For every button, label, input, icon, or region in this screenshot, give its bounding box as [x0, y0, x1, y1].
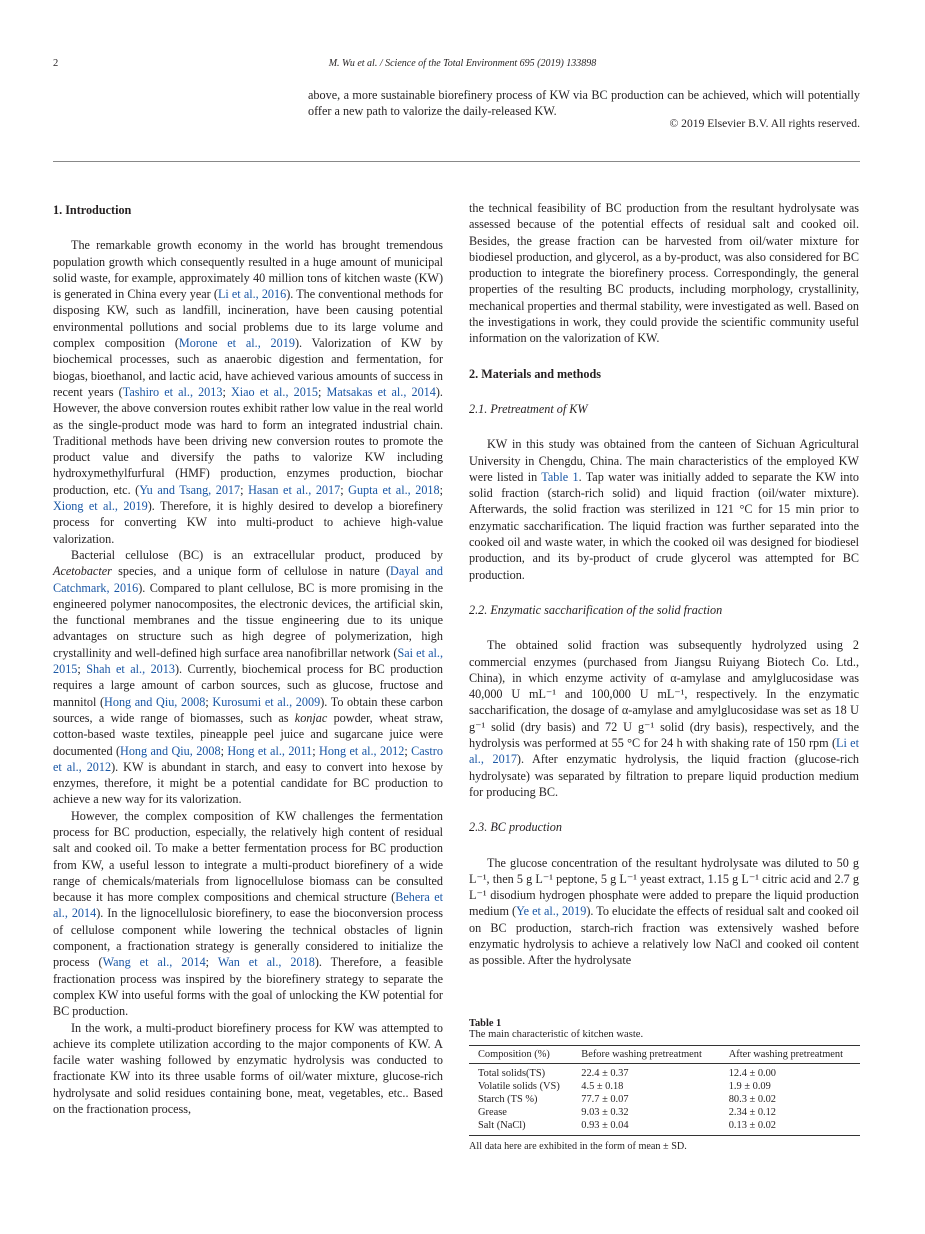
citation-link[interactable]: Behera et al., 2014	[53, 890, 444, 921]
citation-link[interactable]: Li et al., 2017	[469, 736, 859, 767]
citation-link[interactable]: Shah et al., 2013	[86, 662, 175, 677]
running-header: M. Wu et al. / Science of the Total Environment 695 (2019) 133898	[328, 58, 597, 69]
table-link[interactable]: Table 1	[541, 469, 579, 484]
citation-link[interactable]: Wan et al., 2018	[217, 955, 315, 970]
citation-link[interactable]: Wang et al., 2014	[102, 955, 206, 970]
section-heading-introduction: 1. Introduction	[53, 203, 132, 217]
section-divider	[53, 161, 860, 162]
section-heading-materials-methods: 2. Materials and methods	[469, 366, 602, 381]
intro-paragraph-1: The remarkable growth economy in the world has brought tremendous population growth which consequently resulted in a huge amount of municipal solid waste, for example, approximately 40 million tons of kitchen waste (KW) is generated in China every year (Li et al., 2016). The conventional methods for disposing KW, such as landfill, incineration, have been causing potential environmental pollutions and social problems due to its large volume and complex composition (Morone et al., 2019). Valorization of KW by biochemical processes, such as anaerobic digestion and fermentation, for biogas, bioethanol, and lactic acid, have achieved various amounts of success in recent years (Tashiro et al., 2013; Xiao et al., 2015; Matsakas et al., 2014). However, the above conversion routes exhibit rather low value in the real world as the single-product mode was hard to form an integrated industrial chain. Traditional methods have been driving new conversion routes to promote the product value and diversify the paths to valorize KW including hydroxymethylfurfural (HMF) production, enzymes production, biochar production, etc. (Yu and Tsang, 2017; Hasan et al., 2017; Gupta et al., 2018; Xiong et al., 2019). Therefore, it is highly desired to develop a biorefinery process for converting KW into multi-product to achieve high-value valorization.	[53, 238, 444, 546]
table-cell: Starch (TS %)	[478, 1094, 538, 1105]
citation-link[interactable]: Matsakas et al., 2014	[326, 384, 436, 399]
characteristics-table	[469, 1045, 860, 1136]
intro-paragraph-4-continued: the technical feasibility of BC production from the resultant hydrolysate was assessed because of the potential effects of residual salt and cooked oil. Besides, the grease fraction can be harvested from oil/water mixture for biodiesel production, and glycerol, as a by-product, was also considered for BC production to integrate the biorefinery process. Correspondingly, the general properties of the resulting BC products, including morphology, crystallinity, mechanical properties and thermal stability, were investigated as well. Based on the investigations in work, they could provide the scientific community useful information on the valorization of KW.	[469, 201, 859, 346]
table-row	[469, 1093, 860, 1106]
subsection-heading-pretreatment: 2.1. Pretreatment of KW	[469, 401, 588, 416]
subsection-heading-saccharification: 2.2. Enzymatic saccharification of the solid fraction	[469, 602, 723, 617]
table-cell: 4.5 ± 0.18	[581, 1081, 624, 1092]
citation-link[interactable]: Castro et al., 2012	[53, 743, 443, 774]
intro-paragraph-2: Bacterial cellulose (BC) is an extracellular product, produced by Acetobacter species, and a unique form of cellulose in nature (Dayal and Catchmark, 2016). Compared to plant cellulose, BC is more promising in the engineered polymer nanocomposites, the electronic devices, the artificial skin, the functional membranes and the tissue engineering due to its unique advantages on structure such as high degree of polymerization, high crystallinity and well-defined high surface area nanofibrillar network (Sai et al., 2015; Shah et al., 2013). Currently, biochemical process for BC production requires a large amount of carbon sources, such as glucose, fructose and mannitol (Hong and Qiu, 2008; Kurosumi et al., 2009). To obtain these carbon sources, a wide range of biomasses, such as konjac powder, wheat straw, cotton-based waste textiles, pineapple peel juice and sugarcane juice were documented (Hong and Qiu, 2008; Hong et al., 2011; Hong et al., 2012; Castro et al., 2012). KW is abundant in starch, and easy to convert into hexose by enzymes, therefore, it might be a potential candidate for BC production to achieve a new way for its valorization.	[53, 547, 444, 807]
page-number: 2	[53, 58, 59, 69]
citation-link[interactable]: Hong and Qiu, 2008	[104, 694, 206, 709]
table-row	[469, 1119, 860, 1136]
abstract-tail: above, a more sustainable biorefinery process of KW via BC production can be achieved, which will potentially offer a new path to valorize the daily-released KW.	[308, 88, 860, 119]
citation-link[interactable]: Dayal and Catchmark, 2016	[53, 564, 443, 595]
copyright-notice: © 2019 Elsevier B.V. All rights reserved.	[669, 117, 860, 130]
citation-link[interactable]: Hong and Qiu, 2008	[120, 743, 221, 758]
citation-link[interactable]: Hong et al., 2012	[319, 743, 405, 758]
table-cell: 80.3 ± 0.02	[728, 1094, 776, 1105]
intro-paragraph-4: In the work, a multi-product biorefinery process for KW was attempted to achieve its complete utilization according to the major components of KW. A facile water washing followed by enzymatic hydrolysis was conducted to fractionate KW into its three usable forms of oil/water mixture, glucose-rich hydrolysate and solid residues containing bone, meat, vegetables, etc.. Based on the fractionation process,	[53, 1020, 443, 1117]
column-header: Before washing pretreatment	[581, 1049, 702, 1060]
citation-link[interactable]: Tashiro et al., 2013	[122, 384, 223, 399]
right-column	[469, 200, 859, 969]
table-row	[469, 1064, 860, 1081]
citation-link[interactable]: Ye et al., 2019	[516, 904, 587, 919]
left-column	[53, 200, 443, 1117]
pretreatment-paragraph: KW in this study was obtained from the canteen of Sichuan Agricultural University in Chengdu, China. The main characteristics of the employed KW were listed in Table 1. Tap water was initially added to separate the KW into solid fraction (starch-rich solid) and liquid fraction (oil/water mixture). Afterwards, the solid fraction was sterilized in 121 °C for 15 min prior to enzymatic saccharification. The liquid fraction was further separated into the cooked oil and waste water, in which the cooked oil was designed for biodiesel production, and its by-product of crude glycerol was attempted for BC production.	[469, 437, 859, 582]
table-row	[469, 1106, 860, 1119]
table-cell: Volatile solids (VS)	[478, 1081, 560, 1092]
table-cell: 9.03 ± 0.32	[581, 1107, 629, 1118]
table-row	[469, 1080, 860, 1093]
table-cell: Salt (NaCl)	[478, 1120, 526, 1131]
table-cell: 77.7 ± 0.07	[581, 1094, 629, 1105]
citation-link[interactable]: Hong et al., 2011	[227, 743, 313, 758]
table-cell: 2.34 ± 0.12	[728, 1107, 776, 1118]
column-header: After washing pretreatment	[728, 1049, 843, 1060]
table-caption: The main characteristic of kitchen waste.	[469, 1029, 644, 1040]
table-cell: 0.93 ± 0.04	[581, 1120, 629, 1131]
table-cell: Total solids(TS)	[478, 1068, 546, 1079]
citation-link[interactable]: Xiao et al., 2015	[230, 384, 318, 399]
table-cell: Grease	[478, 1107, 507, 1118]
table-cell: 0.13 ± 0.02	[728, 1120, 776, 1131]
table-label: Table 1	[469, 1018, 502, 1029]
citation-link[interactable]: Kurosumi et al., 2009	[212, 694, 321, 709]
table-footnote: All data here are exhibited in the form of mean ± SD.	[469, 1141, 687, 1152]
citation-link[interactable]: Gupta et al., 2018	[348, 482, 440, 497]
intro-paragraph-3: However, the complex composition of KW challenges the fermentation process for BC production, especially, the relatively high content of residual salt and cooked oil. To make a better fermentation process for BC production from KW, a useful lesson to integrate a multi-product biorefinery of a wide range of chemicals/materials from lignocellulose biomass can be consulted because it has more complex compositions and chemical structure (Behera et al., 2014). In the lignocellulosic biorefinery, to ease the bioconversion process of cellulose component while lowering the technical obstacles of lignin component, a fractionation strategy is generally considered to initialize the process (Wang et al., 2014; Wan et al., 2018). Therefore, a feasible fractionation process was inspired by the biorefinery strategy to separate the complex KW into useful forms with the goal of unlocking the KW potential for BC production.	[53, 808, 444, 1019]
table-cell: 12.4 ± 0.00	[728, 1068, 776, 1079]
table-header-row	[469, 1046, 860, 1064]
table-cell: 22.4 ± 0.37	[581, 1068, 629, 1079]
bc-production-paragraph: The glucose concentration of the resultant hydrolysate was diluted to 50 g L⁻¹, then 5 g L⁻¹ peptone, 5 g L⁻¹ yeast extract, 1.15 g L⁻¹ citric acid and 2.7 g L⁻¹ disodium hydrogen phosphate were added to prepare the liquid production medium (Ye et al., 2019). To elucidate the effects of residual salt and cooked oil on BC production, starch-rich fraction was extensively washed before enzymatic hydrolysis to achieve a relatively low NaCl and cooked oil content as possible. After the hydrolysate	[469, 855, 859, 968]
citation-link[interactable]: Hasan et al., 2017	[248, 482, 341, 497]
table-1	[469, 1018, 860, 1152]
citation-link[interactable]: Morone et al., 2019	[178, 336, 295, 351]
saccharification-paragraph: The obtained solid fraction was subsequently hydrolyzed using 2 commercial enzymes (purchased from Jiangsu Ruiyang Biotech Co. Ltd., China), in which enzyme activity of α-amylase and amylglucosidase was 40,000 U mL⁻¹ and 100,000 U mL⁻¹, respectively. In the enzymatic saccharification, the dosage of α-amylase and amylglucosidase was set as 18 U g⁻¹ solid (dry basis) and 72 U g⁻¹ solid (dry basis), respectively, and the hydrolysis was performed at 55 °C for 24 h with shaking rate of 150 rpm (Li et al., 2017). After enzymatic hydrolysis, the liquid fraction (glucose-rich hydrolysate) was separated by filtration to prepare liquid production medium for producing BC.	[469, 638, 860, 799]
citation-link[interactable]: Sai et al., 2015	[53, 645, 443, 677]
citation-link[interactable]: Yu and Tsang, 2017	[139, 482, 241, 497]
citation-link[interactable]: Li et al., 2016	[217, 287, 287, 302]
citation-link[interactable]: Xiong et al., 2019	[53, 499, 148, 514]
table-cell: 1.9 ± 0.09	[728, 1081, 771, 1092]
column-header: Composition (%)	[478, 1049, 550, 1060]
subsection-heading-bc-production: 2.3. BC production	[469, 820, 562, 835]
